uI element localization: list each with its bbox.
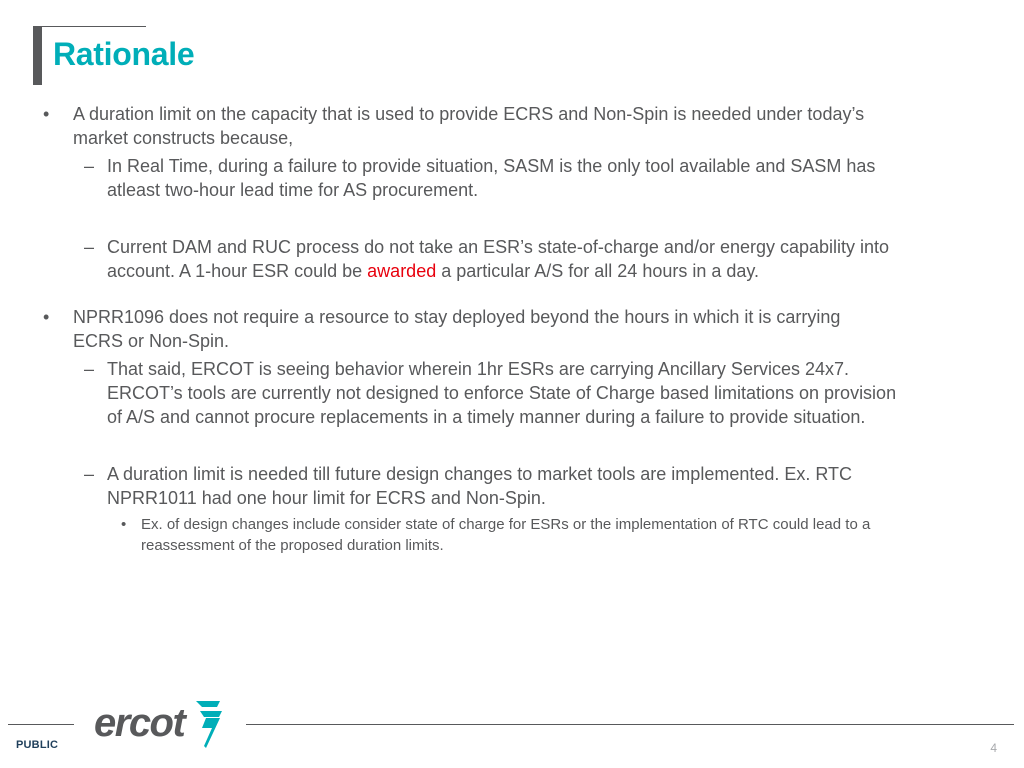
- bullet-2-line-2: ECRS or Non-Spin.: [73, 331, 230, 351]
- classification-label: PUBLIC: [16, 739, 59, 751]
- bullet-2-text: [73, 305, 1003, 353]
- page-number: 4: [990, 741, 997, 755]
- bullet-1-sub-2-line-2: [107, 259, 1007, 283]
- bullet-1-marker: •: [43, 104, 50, 124]
- bullet-2-sub-2-line-1: A duration limit is needed till future design changes to market tools are implemented. Ex. RTC: [107, 464, 853, 484]
- title-accent-rule: [42, 26, 146, 27]
- slide-title: Rationale: [53, 36, 195, 72]
- bullet-1-sub-2-line-2-after: a particular A/S for all 24 hours in a day.: [436, 261, 760, 281]
- bullet-2-sub-2-sub-1-line-2: reassessment of the proposed duration limits.: [141, 537, 444, 554]
- bullet-1-sub-2-text: [107, 235, 1007, 283]
- bullet-1-line-2: market constructs because,: [73, 128, 294, 148]
- ercot-logo-wordmark: ercot: [94, 701, 185, 745]
- bullet-2-sub-2-sub-1-marker: •: [121, 516, 127, 533]
- bullet-1-sub-2-marker: –: [84, 237, 95, 257]
- bullet-1-sub-1-line-2: atleast two-hour lead time for AS procurement.: [107, 180, 479, 200]
- bullet-2-sub-1-text: [107, 357, 1007, 429]
- bullet-1-sub-2-line-2-before: account. A 1-hour ESR could be: [107, 261, 368, 281]
- bullet-2-marker: •: [43, 307, 50, 327]
- bullet-2-sub-1-line-1: That said, ERCOT is seeing behavior wherein 1hr ESRs are carrying Ancillary Services 24x7.: [107, 359, 849, 379]
- ercot-lightning-icon: [196, 701, 222, 748]
- bullet-1-sub-1-marker: –: [84, 156, 95, 176]
- footer-rule-left: [8, 724, 74, 725]
- bullet-1-sub-1-text: [107, 154, 1007, 202]
- bullet-2-sub-1-line-3: of A/S and cannot procure replacements in a timely manner during a failure to provide situation.: [107, 407, 866, 427]
- footer-rule-right: [246, 724, 1014, 725]
- bullet-2-sub-1-line-2: ERCOT’s tools are currently not designed to enforce State of Charge based limitations on provision: [107, 383, 897, 403]
- bullet-2-sub-2-sub-1-line-1: Ex. of design changes include consider state of charge for ESRs or the implementation of RTC could lead to a: [141, 516, 871, 533]
- bullet-2-sub-2-marker: –: [84, 464, 95, 484]
- bullet-1-text: [73, 102, 1003, 150]
- ercot-logo: [94, 698, 228, 750]
- bullet-2-sub-2-text: [107, 462, 1007, 510]
- bullet-2-sub-2-line-2: NPRR1011 had one hour limit for ECRS and Non-Spin.: [107, 488, 546, 508]
- bullet-1-line-1: A duration limit on the capacity that is used to provide ECRS and Non-Spin is needed under today’s: [73, 104, 865, 124]
- bullet-1-sub-1-line-1: In Real Time, during a failure to provide situation, SASM is the only tool available and SASM has: [107, 156, 876, 176]
- bullet-1-sub-2-line-1: Current DAM and RUC process do not take an ESR’s state-of-charge and/or energy capability into: [107, 237, 890, 257]
- bullet-2-line-1: NPRR1096 does not require a resource to stay deployed beyond the hours in which it is carrying: [73, 307, 841, 327]
- bullet-2-sub-1-marker: –: [84, 359, 95, 379]
- bullet-2-sub-2-sub-1-text: [141, 514, 1011, 556]
- title-accent-bar: [33, 26, 42, 85]
- highlight-awarded: awarded: [367, 261, 437, 281]
